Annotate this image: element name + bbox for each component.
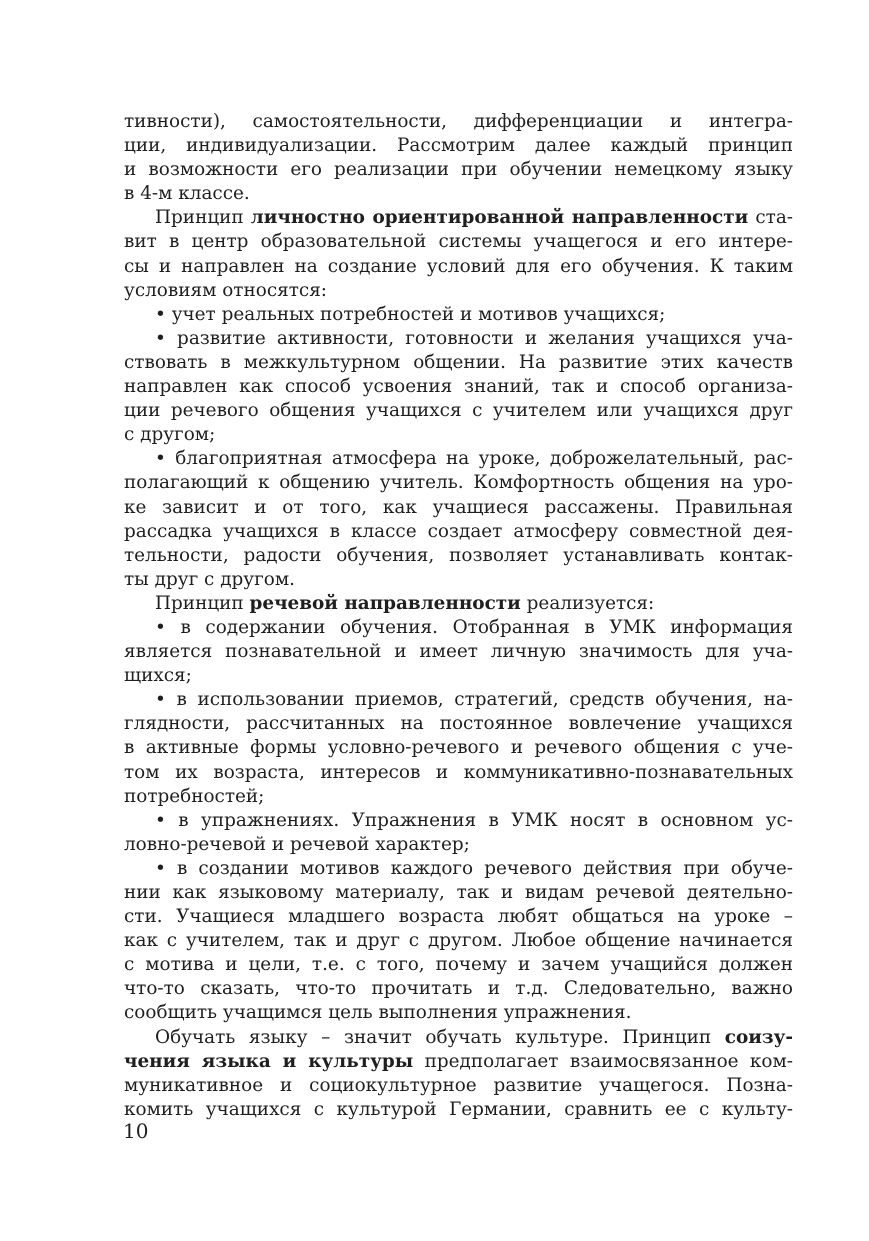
- text-line: условиям относятся:: [124, 279, 327, 301]
- text-line: как с учителем, так и друг с другом. Любое общение начинается: [124, 930, 793, 952]
- text-line: вит в центр образовательной системы учащегося и его интере-: [124, 231, 793, 253]
- text-line: в активные формы условно-речевого и речевого общения с уче-: [124, 737, 793, 759]
- text-line: в 4-м классе.: [124, 183, 250, 205]
- bullet-item: • благоприятная атмосфера на уроке, доброжелательный, рас-: [155, 448, 793, 470]
- text-line: ции, индивидуализации. Рассмотрим далее каждый принцип: [124, 135, 793, 157]
- text-line: нии как языковому материалу, так и видам речевой деятельно-: [124, 882, 793, 903]
- text-line: ты друг с другом.: [124, 568, 295, 590]
- text-line: ловно-речевой и речевой характер;: [124, 833, 470, 855]
- text-line: с другом;: [124, 424, 216, 446]
- text-line: Принцип речевой направленности реализуется:: [155, 592, 655, 614]
- bold-term: речевой направленности: [249, 592, 521, 614]
- text-line: сти. Учащиеся младшего возраста любят общаться на уроке –: [124, 906, 793, 928]
- text-line: Обучать языку – значит обучать культуре. Принцип соизу-: [155, 1026, 793, 1048]
- text-line: тивности), самостоятельности, дифференциации и интегра-: [124, 111, 793, 132]
- bullet-item: • в использовании приемов, стратегий, средств обучения, на-: [155, 689, 793, 711]
- page-number: 10: [123, 1119, 149, 1143]
- text-line: ке зависит и от того, как учащиеся рассажены. Правильная: [124, 496, 793, 518]
- text-line: сообщить учащимся цель выполнения упражнения.: [124, 1002, 632, 1024]
- bullet-item: • в создании мотивов каждого речевого действия при обуче-: [155, 857, 793, 879]
- text-line: щихся;: [124, 665, 192, 687]
- page-body: [124, 110, 793, 1122]
- text-line: с мотива и цели, т.е. с того, почему и зачем учащийся должен: [124, 954, 793, 976]
- text-line: тельности, радости обучения, позволяет устанавливать контак-: [124, 544, 793, 566]
- text-line: Принцип личностно ориентированной направленности ста-: [155, 207, 794, 229]
- text-line: муникативное и социокультурное развитие учащегося. Позна-: [124, 1074, 793, 1096]
- bold-term: соизу-: [724, 1026, 793, 1048]
- text-line: потребностей;: [124, 785, 265, 807]
- bullet-item: • учет реальных потребностей и мотивов учащихся;: [155, 303, 666, 325]
- bold-term: чения языка и культуры: [124, 1050, 414, 1072]
- text-line: полагающий к общению учитель. Комфортность общения на уро-: [124, 472, 793, 494]
- text-line: том их возраста, интересов и коммуникативно-познавательных: [124, 761, 793, 783]
- text-line: и возможности его реализации при обучении немецкому языку: [124, 159, 793, 181]
- bullet-item: • развитие активности, готовности и желания учащихся уча-: [155, 327, 793, 349]
- text-line: сы и направлен на создание условий для его обучения. К таким: [124, 255, 793, 277]
- text-line: направлен как способ усвоения знаний, так и способ организа-: [124, 376, 793, 398]
- bold-term: личностно ориентированной направленности: [250, 207, 749, 229]
- text-line: является познавательной и имеет личную значимость для уча-: [124, 641, 793, 663]
- text-line: чения языка и культуры предполагает взаимосвязанное ком-: [124, 1050, 794, 1072]
- text-line: комить учащихся с культурой Германии, сравнить ее с культу-: [124, 1098, 793, 1120]
- text-line: что-то сказать, что-то прочитать и т.д. Следовательно, важно: [124, 978, 793, 1000]
- text-line: рассадка учащихся в классе создает атмосферу совместной дея-: [124, 520, 793, 542]
- text-line: глядности, рассчитанных на постоянное вовлечение учащихся: [124, 713, 793, 735]
- text-line: ствовать в межкультурном общении. На развитие этих качеств: [124, 351, 793, 373]
- bullet-item: • в содержании обучения. Отобранная в УМК информация: [155, 616, 793, 638]
- text-line: ции речевого общения учащихся с учителем или учащихся друг: [124, 400, 793, 422]
- bullet-item: • в упражнениях. Упражнения в УМК носят в основном ус-: [155, 809, 793, 831]
